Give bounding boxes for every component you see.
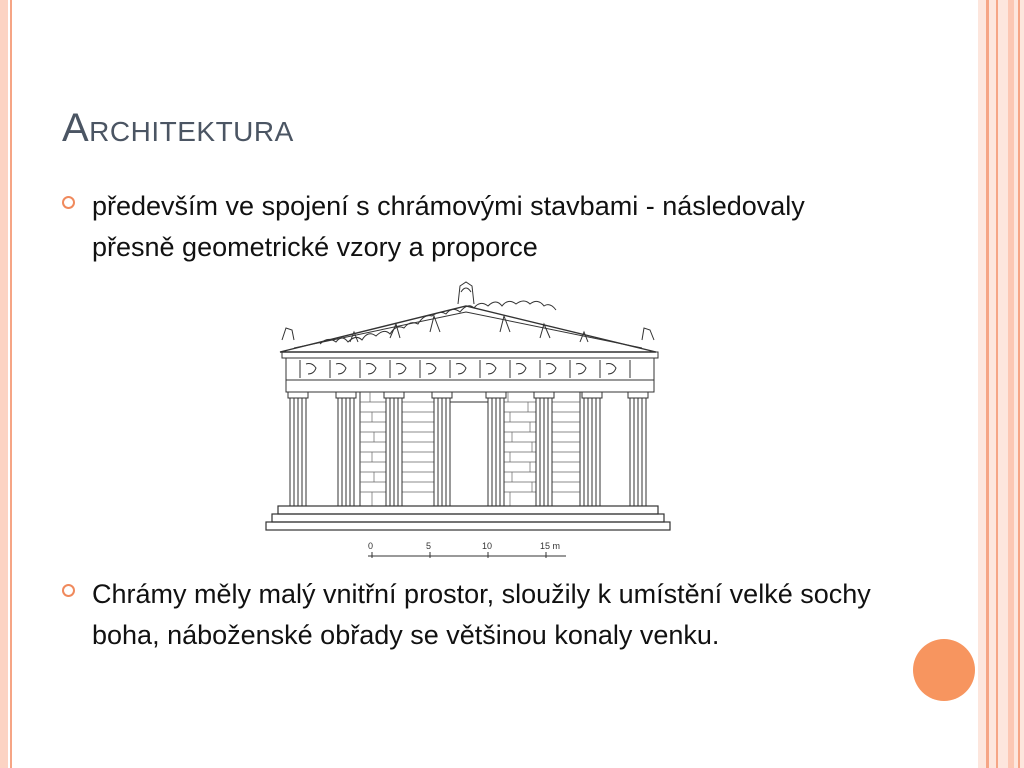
right-frame-line bbox=[996, 0, 998, 768]
bullet-circle-icon bbox=[62, 584, 75, 597]
bullet-item bbox=[62, 186, 882, 268]
bullet-circle-icon bbox=[62, 196, 75, 209]
right-frame-line bbox=[986, 0, 989, 768]
decorative-circle bbox=[913, 639, 975, 701]
bullet-item bbox=[62, 574, 882, 656]
right-frame-line bbox=[1018, 0, 1020, 768]
scale-label: 15 m bbox=[540, 541, 561, 551]
temple-drawing bbox=[260, 278, 676, 560]
scale-label: 0 bbox=[368, 541, 374, 551]
slide-title: Architektura bbox=[62, 106, 294, 150]
bullet-text: Chrámy měly malý vnitřní prostor, sloužily k umístění velké sochy boha, náboženské obřady se většinou konaly venku. bbox=[92, 579, 871, 650]
left-frame-line bbox=[10, 0, 12, 768]
scale-label: 10 bbox=[482, 541, 493, 551]
bullet-text: především ve spojení s chrámovými stavbami - následovaly přesně geometrické vzory a proporce bbox=[92, 191, 805, 262]
left-frame-band bbox=[0, 0, 8, 768]
scale-label: 5 bbox=[426, 541, 432, 551]
right-frame-line bbox=[1008, 0, 1014, 768]
